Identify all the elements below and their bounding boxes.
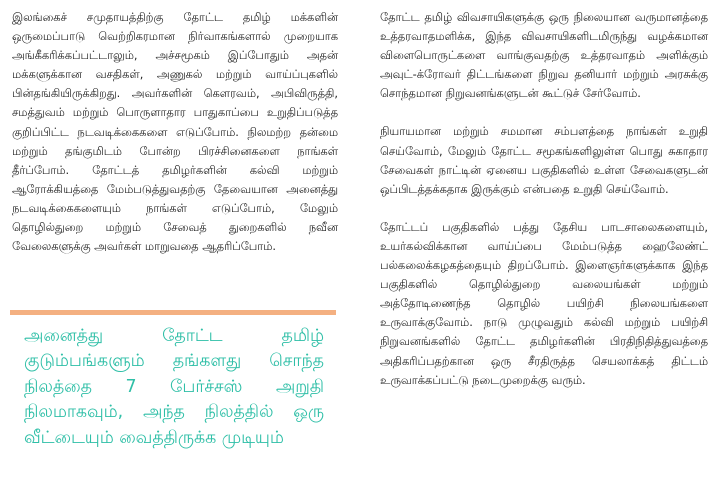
right-paragraph-1: தோட்ட தமிழ் விவசாயிகளுக்கு ஒரு நிலையான வருமானத்தை உத்தரவாதமளிக்க, இந்த விவசாயிகளிடமிருந்து வழக்கமான விளைபொருட்களை வாங்குவதற்கு உத்தரவாதம் அளிக்கும் அவுட்-க்ரோவர் திட்டங்களை நிறுவ தனியார் மற்றும் அரசுக்கு சொந்தமான நிறுவனங்களுடன் கூட்டுச் சேர்வோம்.: [380, 10, 708, 101]
right-column: [380, 8, 708, 409]
left-column: [12, 8, 338, 256]
left-paragraph: இலங்கைச் சமுதாயத்திற்கு தோட்ட தமிழ் மக்களின் ஒருமைப்பாடு வெற்றிகரமான நிர்வாகங்களால் முறையாக அங்கீகரிக்கப்பட்டாலும், அச்சமூகம் இப்போதும் அதன் மக்களுக்கான வசதிகள், அணுகல் மற்றும் வாய்ப்புகளில் பின்தங்கியிருக்கிறது. அவர்களின் கௌரவம், அபிவிருத்தி, சமத்துவம் மற்றும் பொருளாதார பாதுகாப்பை உறுதிப்படுத்த குறிப்பிட்ட நடவடிக்கைகளை எடுப்போம். நிலமற்ற தன்மை மற்றும் தங்குமிடம் போன்ற பிரச்சினைகளை நாங்கள் தீர்ப்போம். தோட்டத் தமிழர்களின் கல்வி மற்றும் ஆரோக்கியத்தை மேம்படுத்துவதற்கு தேவையான அனைத்து நடவடிக்கைகளையும் நாங்கள் எடுப்போம், மேலும் தொழில்துறை மற்றும் சேவைத் துறைகளில் நவீன வேலைகளுக்கு அவர்கள் மாறுவதை ஆதரிப்போம்.: [12, 10, 338, 254]
right-paragraph-2: நியாயமான மற்றும் சமமான சம்பளத்தை நாங்கள் உறுதி செய்வோம், மேலும் தோட்ட சமூகங்களிலுள்ள பொது சுகாதார சேவைகள் நாட்டின் ஏனைய பகுதிகளில் உள்ள சேவைகளுடன் ஒப்பிடத்தக்கதாக இருக்கும் என்பதை உறுதி செய்வோம்.: [380, 124, 708, 196]
accent-rule: [10, 310, 336, 315]
pull-quote: அனைத்து தோட்ட தமிழ் குடும்பங்களும் தங்களது சொந்த நிலத்தை 7 பேர்ச்சஸ் அறுதி நிலமாகவும், அந்த நிலத்தில் ஒரு வீட்டையும் வைத்திருக்க முடியும்: [24, 326, 324, 448]
right-paragraph-3: தோட்டப் பகுதிகளில் பத்து தேசிய பாடசாலைகளையும், உயர்கல்விக்கான வாய்ப்பை மேம்படுத்த ஹைலேண்ட் பல்கலைக்கழகத்தையும் திறப்போம். இளைஞர்களுக்காக இந்த பகுதிகளில் தொழில்துறை வலையங்கள் மற்றும் அத்தோடிணைந்த தொழில் பயிற்சி நிலையங்களை உருவாக்குவோம். நாடு முழுவதும் கல்வி மற்றும் பயிற்சி நிறுவனங்களில் தோட்ட தமிழர்களின் பிரதிநிதித்துவத்தை அதிகரிப்பதற்கான ஒரு சீரதிருத்த செயலாக்கத் திட்டம் உருவாக்கப்பட்டு நடைமுறைக்கு வரும்.: [380, 219, 708, 387]
